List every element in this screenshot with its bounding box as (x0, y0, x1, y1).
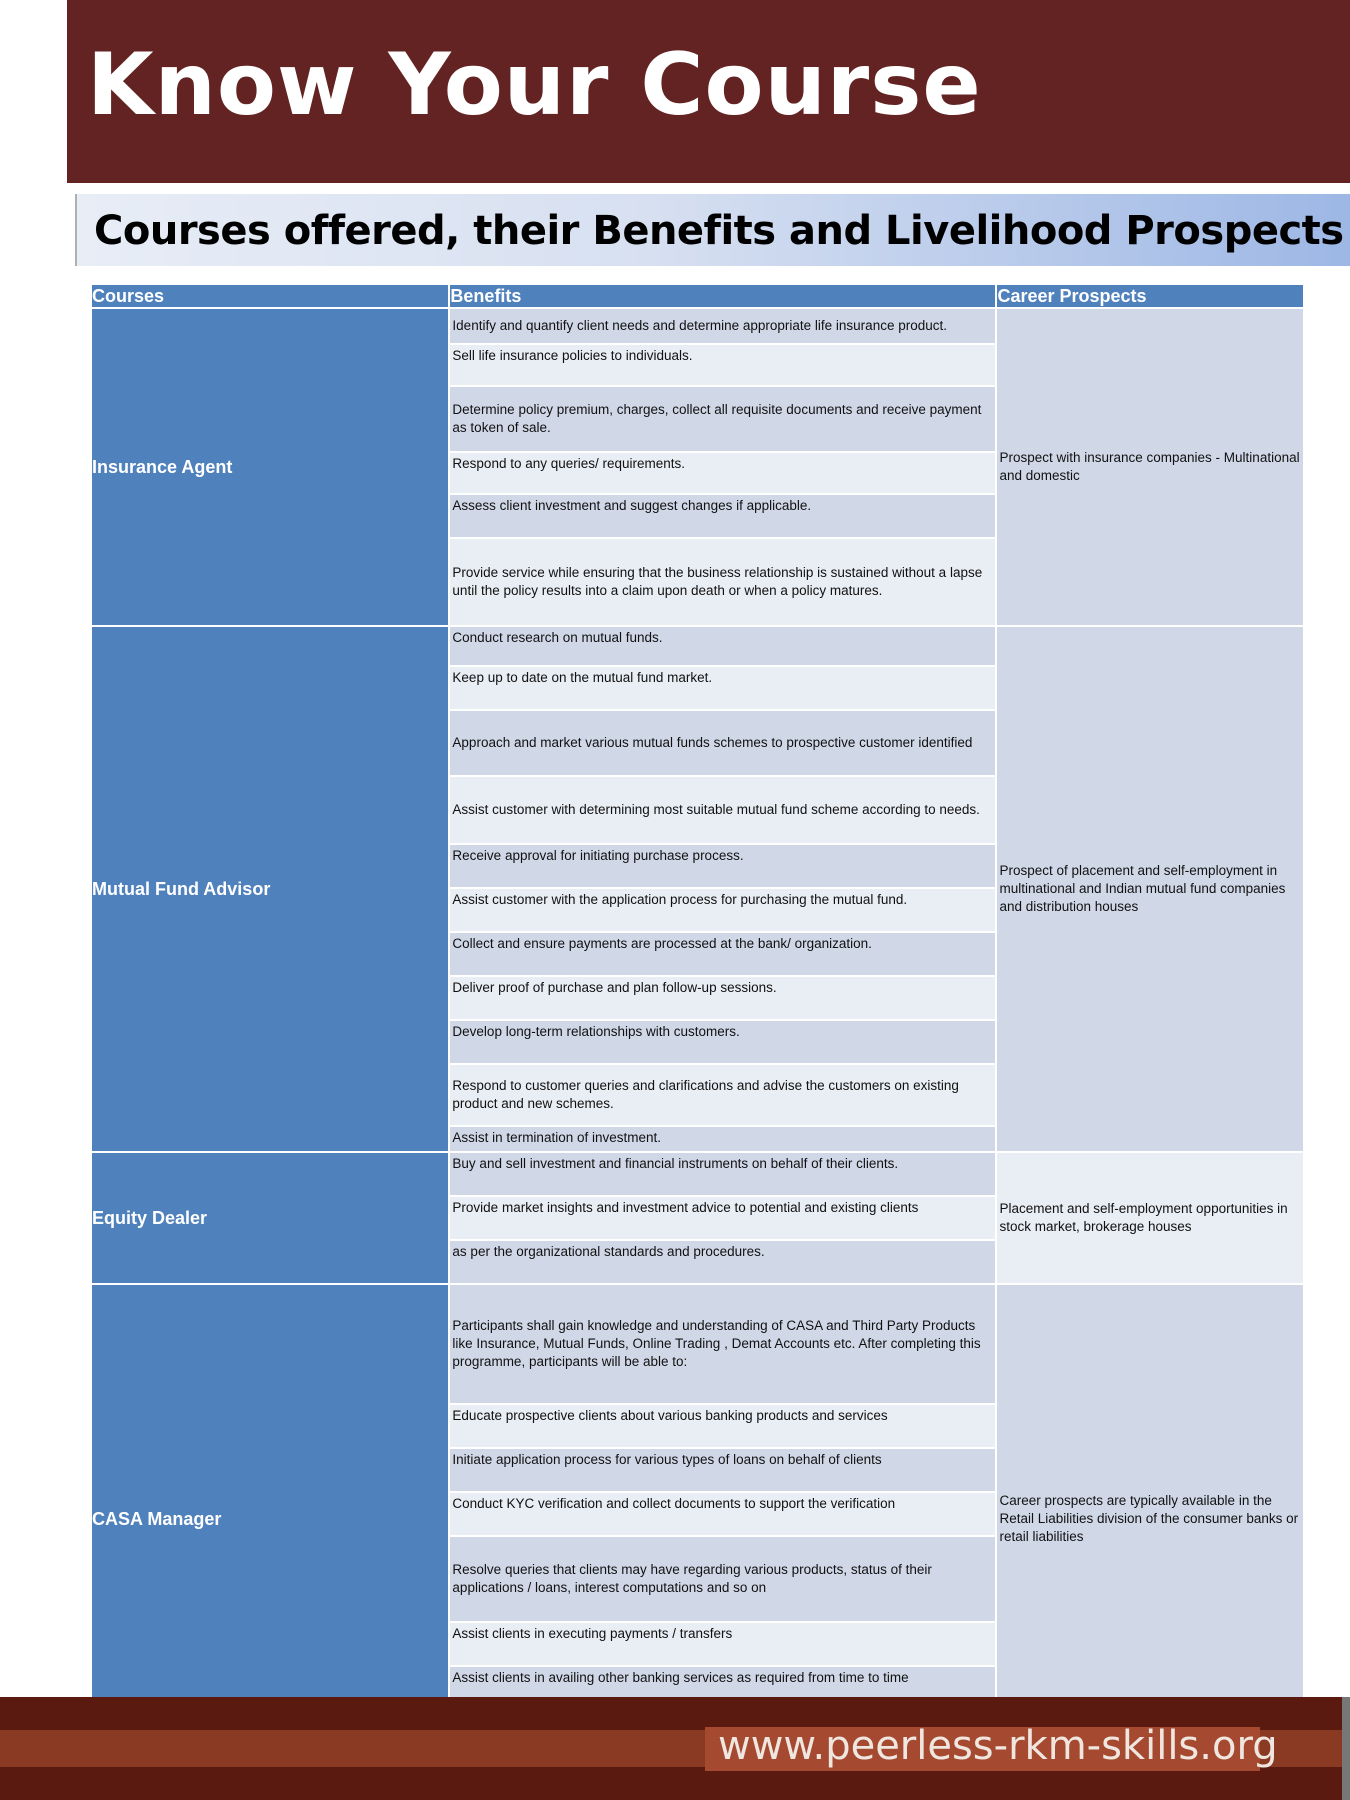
benefit-cell: Assist clients in availing other banking services as required from time to time (450, 1667, 995, 1709)
benefit-cell: as per the organizational standards and procedures. (450, 1241, 995, 1283)
column-header-benefits: Benefits (450, 285, 995, 307)
title-banner (67, 0, 1350, 183)
column-header-career-prospects: Career Prospects (997, 285, 1303, 307)
benefit-cell: Provide market insights and investment advice to potential and existing clients (450, 1197, 995, 1239)
benefit-cell: Resolve queries that clients may have regarding various products, status of their applications / loans, interest computations and so on (450, 1537, 995, 1621)
benefit-cell: Deliver proof of purchase and plan follow-up sessions. (450, 977, 995, 1019)
career-prospects: Prospect with insurance companies - Multinational and domestic (997, 309, 1303, 625)
benefit-cell: Respond to customer queries and clarifications and advise the customers on existing product and new schemes. (450, 1065, 995, 1125)
benefit-cell: Conduct KYC verification and collect documents to support the verification (450, 1493, 995, 1535)
benefit-cell: Respond to any queries/ requirements. (450, 453, 995, 493)
page-title: Know Your Course (87, 35, 982, 135)
subheading-bar (75, 194, 1350, 266)
footer-banner (0, 1697, 1350, 1800)
benefit-cell: Keep up to date on the mutual fund market. (450, 667, 995, 709)
career-prospects: Career prospects are typically available in the Retail Liabilities division of the consumer banks or retail liabilities (997, 1285, 1303, 1753)
table-header-row (92, 285, 1303, 307)
benefit-cell: Assist in termination of investment. (450, 1127, 995, 1151)
course-name: Mutual Fund Advisor (92, 627, 448, 1151)
column-header-courses: Courses (92, 285, 448, 307)
benefit-cell: Conduct research on mutual funds. (450, 627, 995, 665)
courses-table (90, 283, 1305, 1755)
benefit-cell: Sell life insurance policies to individuals. (450, 345, 995, 385)
benefit-cell: Approach and market various mutual funds schemes to prospective customer identified (450, 711, 995, 775)
benefit-cell: Receive approval for initiating purchase process. (450, 845, 995, 887)
table-body (92, 309, 1303, 1753)
benefit-cell: Collect and ensure payments are processed at the bank/ organization. (450, 933, 995, 975)
course-name: Equity Dealer (92, 1153, 448, 1283)
table-row (92, 1285, 1303, 1403)
benefit-cell: Determine policy premium, charges, collect all requisite documents and receive payment as token of sale. (450, 387, 995, 451)
benefit-cell: Assist customer with the application process for purchasing the mutual fund. (450, 889, 995, 931)
benefit-cell: Assess client investment and suggest changes if applicable. (450, 495, 995, 537)
subheading: Courses offered, their Benefits and Livelihood Prospects (94, 208, 1344, 254)
table-row (92, 309, 1303, 343)
benefit-cell: Develop long-term relationships with customers. (450, 1021, 995, 1063)
benefit-cell: Assist clients in executing payments / transfers (450, 1623, 995, 1665)
benefit-cell: Provide service while ensuring that the business relationship is sustained without a lapse until the policy results into a claim upon death or when a policy matures. (450, 539, 995, 625)
footer-edge (1342, 1697, 1350, 1800)
website-url[interactable]: www.peerless-rkm-skills.org (718, 1723, 1278, 1769)
benefit-cell: Educate prospective clients about various banking products and services (450, 1405, 995, 1447)
career-prospects: Placement and self-employment opportunities in stock market, brokerage houses (997, 1153, 1303, 1283)
course-name: CASA Manager (92, 1285, 448, 1753)
benefit-cell: Assist customer with determining most suitable mutual fund scheme according to needs. (450, 777, 995, 843)
benefit-cell: Identify and quantify client needs and determine appropriate life insurance product. (450, 309, 995, 343)
table-row (92, 627, 1303, 665)
course-name: Insurance Agent (92, 309, 448, 625)
benefit-cell: Initiate application process for various types of loans on behalf of clients (450, 1449, 995, 1491)
benefit-cell: Buy and sell investment and financial instruments on behalf of their clients. (450, 1153, 995, 1195)
benefit-cell: Participants shall gain knowledge and understanding of CASA and Third Party Products like Insurance, Mutual Funds, Online Trading , Demat Accounts etc. After completing this programme, participants will be able to: (450, 1285, 995, 1403)
table-row (92, 1153, 1303, 1195)
career-prospects: Prospect of placement and self-employment in multinational and Indian mutual fund companies and distribution houses (997, 627, 1303, 1151)
